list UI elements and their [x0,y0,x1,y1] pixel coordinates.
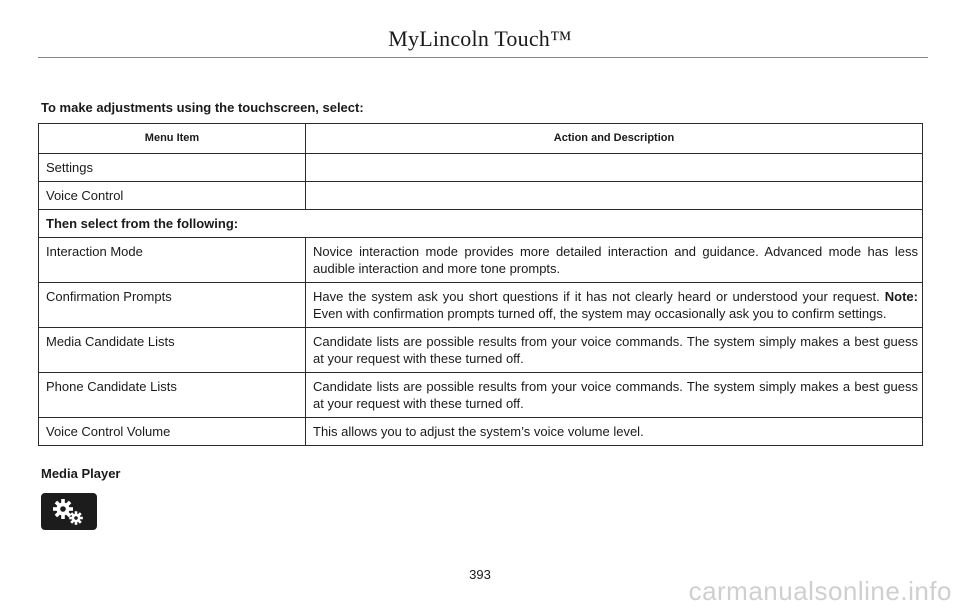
table-row [39,418,923,446]
menu-item-cell: Phone Candidate Lists [39,373,306,418]
table-row [39,328,923,373]
description-text: Have the system ask you short questions if it has not clearly heard or understood your request. [313,289,880,304]
description-cell: Candidate lists are possible results from your voice commands. The system simply makes a best guess at your request with these turned off. [306,328,923,373]
menu-item-cell: Confirmation Prompts [39,283,306,328]
page-header-title: MyLincoln Touch™ [388,26,572,51]
settings-gears-icon [41,493,97,530]
section-title-media-player: Media Player [41,466,121,481]
menu-item-cell: Voice Control [39,182,306,210]
table-row [39,182,923,210]
note-label: Note: [884,289,918,304]
header-divider [38,57,928,58]
page-number: 393 [469,567,491,582]
watermark: carmanualsonline.info [688,576,952,606]
table-row [39,283,923,328]
description-cell: Novice interaction mode provides more detailed interaction and guidance. Advanced mode has less audible interaction and more tone prompts. [306,238,923,283]
description-cell: This allows you to adjust the system’s voice volume level. [306,418,923,446]
description-cell [306,154,923,182]
menu-item-cell: Voice Control Volume [39,418,306,446]
note-text: Even with confirmation prompts turned off, the system may occasionally ask you to confirm settings. [313,306,887,321]
table-subheading: Then select from the following: [39,210,923,238]
description-cell [306,182,923,210]
intro-text: To make adjustments using the touchscreen, select: [41,100,364,115]
menu-item-cell: Settings [39,154,306,182]
menu-table [38,123,923,446]
table-subheading-row [39,210,923,238]
menu-item-cell: Media Candidate Lists [39,328,306,373]
menu-item-cell: Interaction Mode [39,238,306,283]
table-header-row [39,124,923,154]
table-row [39,238,923,283]
description-cell: Candidate lists are possible results from your voice commands. The system simply makes a best guess at your request with these turned off. [306,373,923,418]
table-row [39,154,923,182]
column-header-action-description: Action and Description [306,124,923,154]
table-row [39,373,923,418]
description-cell [306,283,923,328]
column-header-menu-item: Menu Item [39,124,306,154]
